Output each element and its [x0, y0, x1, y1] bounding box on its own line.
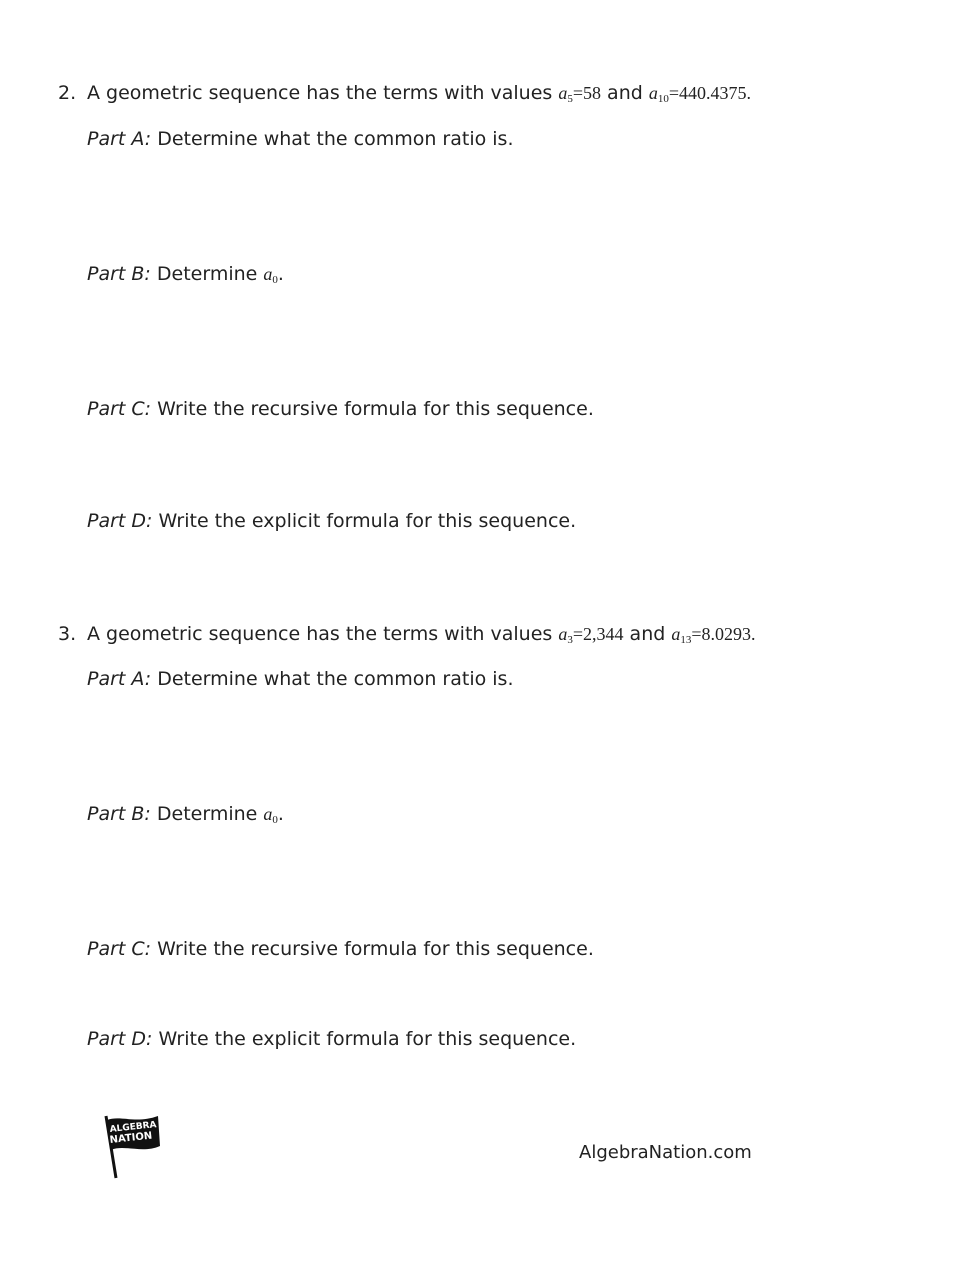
part-label: Part D:	[87, 510, 153, 532]
problem-intro: A geometric sequence has the terms with values	[87, 82, 553, 104]
conjunction: and	[629, 623, 666, 645]
problem-number: 2.	[58, 82, 77, 104]
part-b: Part B: Determine $a_0$.	[87, 263, 284, 286]
conjunction: and	[607, 82, 643, 104]
problem-number: 3.	[58, 623, 77, 645]
term-2: $a_{10}=440.4375$	[648, 83, 747, 105]
part-a	[87, 667, 514, 691]
part-label: Part C:	[87, 938, 152, 960]
part-label: Part D:	[87, 1028, 153, 1050]
logo-text-line2: NATION	[109, 1130, 153, 1146]
term-1: $a_5=58$	[558, 83, 601, 105]
footer-site-url: AlgebraNation.com	[579, 1142, 752, 1163]
term-a0: $a_0$	[263, 264, 278, 286]
part-label: Part C:	[87, 398, 152, 420]
part-label: Part B:	[87, 803, 151, 825]
term-2: $a_{13}=8.0293$	[671, 624, 751, 646]
part-label: Part A:	[87, 668, 152, 690]
logo-text-line1: ALGEBRA	[109, 1120, 158, 1135]
part-d	[87, 1027, 576, 1051]
term-a0: $a_0$	[263, 804, 278, 826]
part-text: Determine what the common ratio is.	[157, 668, 514, 690]
part-label: Part A:	[87, 128, 152, 150]
part-text: Determine what the common ratio is.	[157, 128, 514, 150]
problem-statement: A geometric sequence has the terms with values $a_3=2,344$ and $a_{13}=8.0293$.	[87, 623, 756, 646]
part-c	[87, 937, 594, 961]
part-text: Write the explicit formula for this sequence.	[158, 510, 577, 532]
part-d	[87, 509, 576, 533]
part-label: Part B:	[87, 263, 151, 285]
part-text: Determine	[156, 803, 258, 825]
part-text: Write the explicit formula for this sequence.	[158, 1028, 577, 1050]
part-c	[87, 397, 594, 421]
part-a	[87, 127, 514, 151]
algebra-nation-logo	[100, 1112, 164, 1186]
flag-logo-icon	[100, 1112, 164, 1182]
problem-intro: A geometric sequence has the terms with values	[87, 623, 553, 645]
part-text: Write the recursive formula for this sequence.	[157, 398, 594, 420]
part-text: Determine	[156, 263, 258, 285]
part-b: Part B: Determine $a_0$.	[87, 803, 284, 826]
problem-statement: A geometric sequence has the terms with values $a_5=58$ and $a_{10}=440.4375$.	[87, 82, 751, 105]
part-text: Write the recursive formula for this sequence.	[157, 938, 594, 960]
term-1: $a_3=2,344$	[558, 624, 624, 646]
